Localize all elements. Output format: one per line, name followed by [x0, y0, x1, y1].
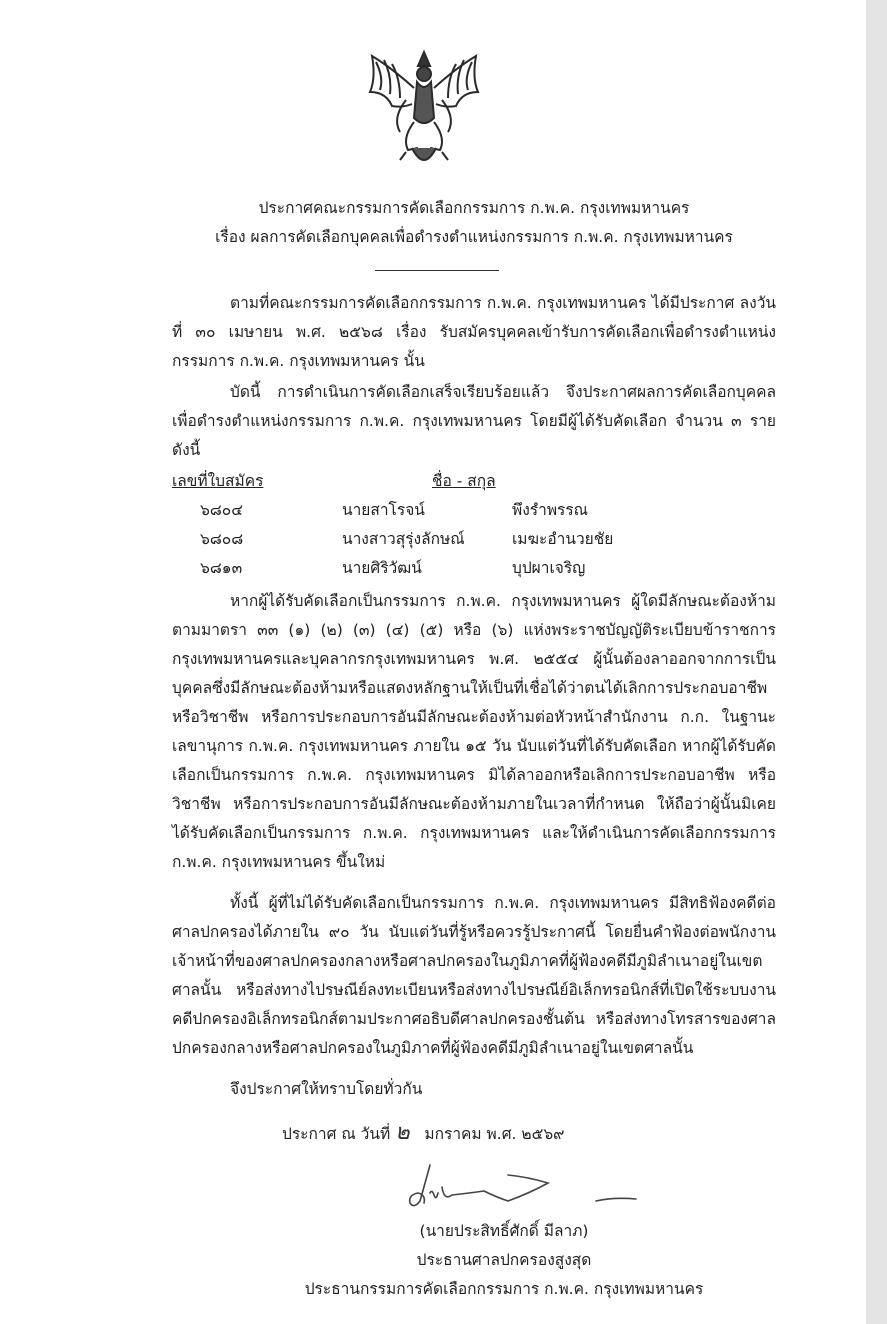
- last-name: เมฆะอำนวยชัย: [512, 530, 614, 548]
- announcement-subject: เรื่อง ผลการคัดเลือกบุคคลเพื่อดำรงตำแหน่งกรรมการ ก.พ.ค. กรุงเทพมหานคร: [215, 228, 733, 246]
- header-full-name: ชื่อ - สกุล: [432, 472, 496, 490]
- paragraph-conditions: หากผู้ได้รับคัดเลือกเป็นกรรมการ ก.พ.ค. กรุงเทพมหานคร ผู้ใดมีลักษณะต้องห้ามตามมาตรา ๓๓ (๑) (๒) (๓) (๔) (๕) หรือ (๖) แห่งพระราชบัญญัติระเบียบข้าราชการกรุงเทพมหานครและบุคลากรกรุงเทพมหานคร พ.ศ. ๒๕๕๔ ผู้นั้นต้องลาออกจากการเป็นบุคคลซึ่งมีลักษณะต้องห้ามหรือแสดงหลักฐานให้เป็นที่เชื่อได้ว่าตนได้เลิกการประกอบอาชีพ หรือวิชาชีพ หรือการประกอบการอันมีลักษณะต้องห้ามต่อหัวหน้าสำนักงาน ก.ก. ในฐานะเลขานุการ ก.พ.ค. กรุงเทพมหานคร ภายใน ๑๕ วัน นับแต่วันที่ได้รับคัดเลือก หากผู้ได้รับคัดเลือกเป็นกรรมการ ก.พ.ค. กรุงเทพมหานคร มิได้ลาออกหรือเลิกการประกอบอาชีพ หรือวิชาชีพ หรือการประกอบการอันมีลักษณะต้องห้ามภายในเวลาที่กำหนด ให้ถือว่าผู้นั้นมิเคยได้รับคัดเลือกเป็นกรรมการ ก.พ.ค. กรุงเทพมหานคร และให้ดำเนินการคัดเลือกกรรมการ ก.พ.ค. กรุงเทพมหานคร ขึ้นใหม่: [172, 592, 776, 871]
- paragraph-appeal: ทั้งนี้ ผู้ที่ไม่ได้รับคัดเลือกเป็นกรรมการ ก.พ.ค. กรุงเทพมหานคร มีสิทธิฟ้องคดีต่อศาลปกครองได้ภายใน ๙๐ วัน นับแต่วันที่รู้หรือควรรู้ประกาศนี้ โดยยื่นคำฟ้องต่อพนักงานเจ้าหน้าที่ของศาลปกครองกลางหรือศาลปกครองในภูมิภาคที่ผู้ฟ้องคดีมีภูมิลำเนาอยู่ในเขตศาลนั้น หรือส่งทางไปรษณีย์ลงทะเบียนหรือส่งทางไปรษณีย์อิเล็กทรอนิกส์ที่เปิดใช้ระบบงานคดีปกครองอิเล็กทรอนิกส์ตามประกาศอธิบดีศาลปกครองชั้นต้น หรือส่งทางโทรสารของศาลปกครองกลางหรือศาลปกครองในภูมิภาคที่ผู้ฟ้องคดีมีภูมิลำเนาอยู่ในเขตศาลนั้น: [172, 894, 776, 1057]
- document-body: [172, 0, 776, 1304]
- paragraph-closing: จึงประกาศให้ทราบโดยทั่วกัน: [230, 1080, 423, 1098]
- signatory-position-2: ประธานกรรมการคัดเลือกกรรมการ ก.พ.ค. กรุงเทพมหานคร: [304, 1280, 704, 1298]
- first-name: นายสาโรจน์: [342, 501, 425, 519]
- application-no: ๖๘๑๓: [200, 559, 243, 577]
- garuda-emblem-icon: [362, 48, 486, 176]
- page-edge: [866, 0, 887, 1324]
- divider: [375, 270, 499, 271]
- handwritten-day: ๒: [395, 1120, 410, 1145]
- selected-candidates-table: [172, 467, 776, 583]
- last-name: พึงรำพรรณ: [512, 501, 589, 519]
- signature-icon: [400, 1157, 640, 1217]
- date-month-year: มกราคม พ.ศ. ๒๕๖๙: [424, 1125, 565, 1143]
- announcement-header: [72, 194, 876, 252]
- signatory-position-1: ประธานศาลปกครองสูงสุด: [416, 1251, 592, 1269]
- first-name: นายศิริวัฒน์: [342, 559, 422, 577]
- application-no: ๖๘๐๔: [200, 501, 243, 519]
- signatory-block: [232, 1217, 776, 1304]
- announcement-date: [172, 1118, 776, 1149]
- paragraph-result: บัดนี้ การดำเนินการคัดเลือกเสร็จเรียบร้อยแล้ว จึงประกาศผลการคัดเลือกบุคคลเพื่อดำรงตำแหน่งกรรมการ ก.พ.ค. กรุงเทพมหานคร โดยมีผู้ได้รับคัดเลือก จำนวน ๓ ราย ดังนี้: [172, 383, 776, 459]
- last-name: บุปผาเจริญ: [512, 559, 586, 577]
- date-prefix: ประกาศ ณ วันที่: [282, 1125, 391, 1143]
- paragraph-intro: ตามที่คณะกรรมการคัดเลือกกรรมการ ก.พ.ค. กรุงเทพมหานคร ได้มีประกาศ ลงวันที่ ๓๐ เมษายน พ.ศ. ๒๕๖๘ เรื่อง รับสมัครบุคคลเข้ารับการคัดเลือกเพื่อดำรงตำแหน่งกรรมการ ก.พ.ค. กรุงเทพมหานคร นั้น: [172, 294, 776, 370]
- announcement-title: ประกาศคณะกรรมการคัดเลือกกรรมการ ก.พ.ค. กรุงเทพมหานคร: [258, 199, 690, 217]
- first-name: นางสาวสุรุ่งลักษณ์: [342, 530, 465, 548]
- application-no: ๖๘๐๘: [200, 530, 244, 548]
- signatory-name: (นายประสิทธิ์ศักดิ์ มีลาภ): [419, 1222, 589, 1240]
- header-application-no: เลขที่ใบสมัคร: [172, 472, 264, 490]
